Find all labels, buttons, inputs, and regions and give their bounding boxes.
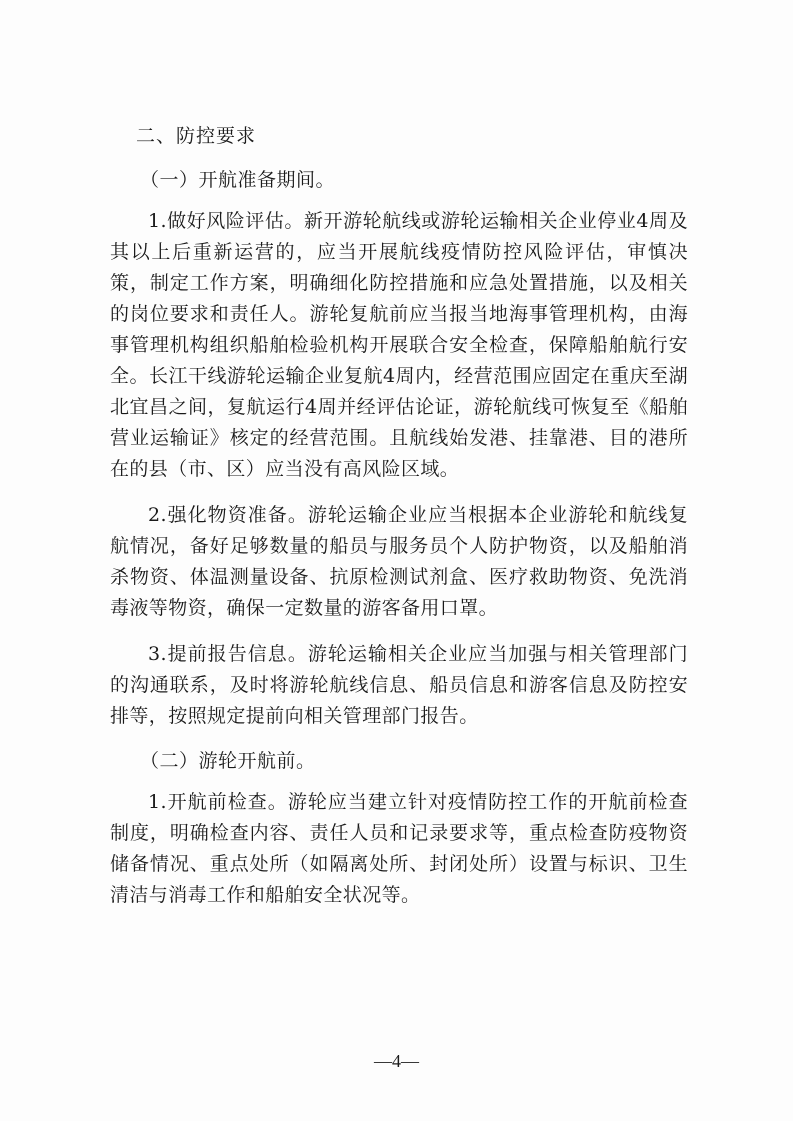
section-heading: 二、防控要求 — [136, 125, 257, 147]
paragraph-pre-sailing-check: 1.开航前检查。游轮应当建立针对疫情防控工作的开航前检查制度，明确检查内容、责任人员和记录要求等，重点检查防疫物资储备情况、重点处所（如隔离处所、封闭处所）设置与标识、卫生清洁与消毒工作和船舶安全状况等。 — [110, 791, 688, 906]
subsection-heading-preparation: （一）开航准备期间。 — [140, 169, 336, 191]
subsection-heading-before-sailing: （二）游轮开航前。 — [140, 750, 316, 772]
document-body — [110, 122, 688, 926]
paragraph-reporting: 3.提前报告信息。游轮运输相关企业应当加强与相关管理部门的沟通联系，及时将游轮航线信息、船员信息和游客信息及防控安排等，按照规定提前向相关管理部门报告。 — [110, 643, 688, 727]
paragraph-risk-assessment: 1.做好风险评估。新开游轮航线或游轮运输相关企业停业4周及其以上后重新运营的，应当开展航线疫情防控风险评估，审慎决策，制定工作方案，明确细化防控措施和应急处置措施，以及相关的岗位要求和责任人。游轮复航前应当报当地海事管理机构，由海事管理机构组织船舶检验机构开展联合安全检查，保障船舶航行安全。长江干线游轮运输企业复航4周内，经营范围应固定在重庆至湖北宜昌之间，复航运行4周并经评估论证，游轮航线可恢复至《船舶营业运输证》核定的经营范围。且航线始发港、挂靠港、目的港所在的县（市、区）应当没有高风险区域。 — [110, 210, 688, 480]
paragraph-supplies: 2.强化物资准备。游轮运输企业应当根据本企业游轮和航线复航情况，备好足够数量的船员与服务员个人防护物资，以及船舶消杀物资、体温测量设备、抗原检测试剂盒、医疗救助物资、免洗消毒液等物资，确保一定数量的游客备用口罩。 — [110, 504, 688, 619]
page-number: —4— — [374, 1051, 419, 1071]
